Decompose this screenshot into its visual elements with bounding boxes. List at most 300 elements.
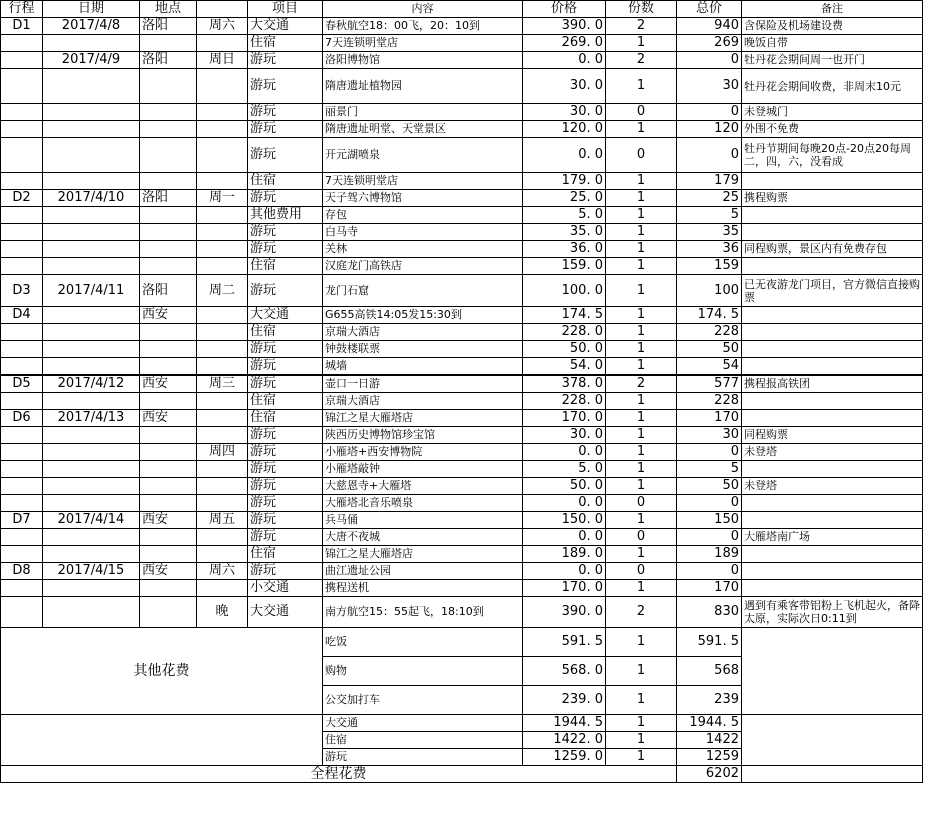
cell-total: 239 (677, 686, 742, 715)
cell-trip: D4 (1, 307, 43, 324)
cell-total: 591. 5 (677, 628, 742, 657)
cell-total: 5 (677, 207, 742, 224)
cell-weekday (197, 410, 248, 427)
cell-qty: 0 (606, 104, 677, 121)
cell-item: 住宿 (248, 173, 323, 190)
cell-place: 洛阳 (140, 52, 197, 69)
cell-content: 大唐不夜城 (323, 529, 523, 546)
cell-place (140, 444, 197, 461)
cell-item: 游玩 (248, 358, 323, 376)
cell-qty: 1 (606, 241, 677, 258)
cell-qty: 1 (606, 358, 677, 376)
cell-qty: 1 (606, 657, 677, 686)
cell-item: 游玩 (248, 104, 323, 121)
cell-total: 0 (677, 495, 742, 512)
itinerary-row (1, 52, 923, 69)
itinerary-row (1, 190, 923, 207)
cell-weekday (197, 138, 248, 173)
grand-total-value: 6202 (677, 766, 742, 783)
cell-total: 1944. 5 (677, 715, 742, 732)
cell-total: 100 (677, 275, 742, 307)
cell-item: 游玩 (248, 478, 323, 495)
itinerary-row (1, 173, 923, 190)
cell-date (43, 241, 140, 258)
cell-weekday (197, 35, 248, 52)
cell-price: 50. 0 (523, 478, 606, 495)
cell-price: 25. 0 (523, 190, 606, 207)
cell-trip: D6 (1, 410, 43, 427)
header-date: 日期 (43, 1, 140, 18)
cell-note (742, 258, 923, 275)
cell-qty: 1 (606, 307, 677, 324)
summary-row (1, 715, 923, 732)
cell-item: 游玩 (248, 121, 323, 138)
cell-total: 228 (677, 393, 742, 410)
cell-total: 30 (677, 69, 742, 104)
cell-qty: 1 (606, 628, 677, 657)
cell-item: 游玩 (248, 461, 323, 478)
cell-weekday (197, 529, 248, 546)
cell-note (742, 546, 923, 563)
cell-note (742, 341, 923, 358)
cell-total: 54 (677, 358, 742, 376)
itinerary-row (1, 307, 923, 324)
header-row (1, 1, 923, 18)
cell-date (43, 461, 140, 478)
table-body (1, 18, 923, 628)
cell-note (742, 512, 923, 529)
cell-content: 购物 (323, 657, 523, 686)
cell-content: 小雁塔敲钟 (323, 461, 523, 478)
cell-item: 游玩 (248, 512, 323, 529)
cell-note: 大雁塔南广场 (742, 529, 923, 546)
cell-weekday (197, 224, 248, 241)
cell-qty: 2 (606, 597, 677, 628)
itinerary-row (1, 104, 923, 121)
itinerary-row (1, 546, 923, 563)
cell-date: 2017/4/9 (43, 52, 140, 69)
itinerary-row (1, 529, 923, 546)
cell-qty: 1 (606, 69, 677, 104)
cell-trip (1, 393, 43, 410)
cell-qty: 1 (606, 224, 677, 241)
cell-trip (1, 69, 43, 104)
cell-note: 携程购票 (742, 190, 923, 207)
cell-place (140, 597, 197, 628)
cell-trip: D2 (1, 190, 43, 207)
cell-qty: 1 (606, 190, 677, 207)
cell-price: 390. 0 (523, 597, 606, 628)
cell-date (43, 495, 140, 512)
cell-place: 西安 (140, 410, 197, 427)
cell-content: 7天连锁明堂店 (323, 173, 523, 190)
cell-weekday (197, 258, 248, 275)
cell-price: 150. 0 (523, 512, 606, 529)
cell-date (43, 478, 140, 495)
cell-item: 游玩 (248, 190, 323, 207)
cell-qty: 1 (606, 580, 677, 597)
cell-total: 1259 (677, 749, 742, 766)
cell-trip (1, 173, 43, 190)
cell-place (140, 393, 197, 410)
cell-note: 含保险及机场建设费 (742, 18, 923, 35)
cell-content: 南方航空15：55起飞，18:10到 (323, 597, 523, 628)
cell-date (43, 104, 140, 121)
cell-date (43, 138, 140, 173)
cell-trip (1, 597, 43, 628)
cell-trip (1, 546, 43, 563)
cell-weekday (197, 478, 248, 495)
cell-note (742, 358, 923, 376)
cell-note: 携程报高铁团 (742, 375, 923, 393)
itinerary-row (1, 258, 923, 275)
itinerary-row (1, 410, 923, 427)
cell-item: 住宿 (248, 410, 323, 427)
cell-item: 游玩 (248, 341, 323, 358)
itinerary-row (1, 444, 923, 461)
cell-total: 189 (677, 546, 742, 563)
cell-total: 1422 (677, 732, 742, 749)
cell-content: 龙门石窟 (323, 275, 523, 307)
cell-place: 西安 (140, 375, 197, 393)
cell-place (140, 341, 197, 358)
cell-total: 30 (677, 427, 742, 444)
cell-place (140, 529, 197, 546)
cell-note (742, 461, 923, 478)
cell-note: 遇到有乘客带铝粉上飞机起火，备降太原，实际次日0:11到 (742, 597, 923, 628)
cell-trip (1, 580, 43, 597)
cell-weekday: 周四 (197, 444, 248, 461)
cell-place (140, 173, 197, 190)
itinerary-row (1, 512, 923, 529)
cell-weekday (197, 461, 248, 478)
cell-place: 洛阳 (140, 18, 197, 35)
cell-place (140, 207, 197, 224)
cell-item: 游玩 (248, 563, 323, 580)
cell-price: 189. 0 (523, 546, 606, 563)
cell-weekday (197, 104, 248, 121)
cell-weekday (197, 495, 248, 512)
cell-date: 2017/4/12 (43, 375, 140, 393)
cell-price: 5. 0 (523, 207, 606, 224)
cell-place: 西安 (140, 512, 197, 529)
summary-blank (1, 715, 323, 766)
cell-note (742, 628, 923, 715)
cell-trip (1, 444, 43, 461)
cell-weekday: 周日 (197, 52, 248, 69)
cell-date (43, 597, 140, 628)
cell-price: 239. 0 (523, 686, 606, 715)
cell-trip: D1 (1, 18, 43, 35)
cell-weekday: 周三 (197, 375, 248, 393)
cell-date (43, 207, 140, 224)
cell-content: 吃饭 (323, 628, 523, 657)
cell-content: 白马寺 (323, 224, 523, 241)
cell-note (742, 393, 923, 410)
itinerary-row (1, 580, 923, 597)
cell-weekday: 晚 (197, 597, 248, 628)
cell-qty: 2 (606, 375, 677, 393)
cell-date (43, 121, 140, 138)
cell-item: 住宿 (248, 324, 323, 341)
cell-item: 小交通 (248, 580, 323, 597)
cell-note: 已无夜游龙门项目，官方微信直接购票 (742, 275, 923, 307)
cell-total: 36 (677, 241, 742, 258)
cell-content: 曲江遗址公园 (323, 563, 523, 580)
cell-weekday (197, 241, 248, 258)
cell-weekday (197, 393, 248, 410)
cell-item: 游玩 (248, 241, 323, 258)
cell-total: 50 (677, 341, 742, 358)
cell-price: 0. 0 (523, 52, 606, 69)
cell-price: 228. 0 (523, 324, 606, 341)
cell-note: 同程购票，景区内有免费存包 (742, 241, 923, 258)
cell-weekday (197, 580, 248, 597)
cell-item: 游玩 (248, 427, 323, 444)
cell-total: 50 (677, 478, 742, 495)
itinerary-row (1, 393, 923, 410)
cell-qty: 0 (606, 495, 677, 512)
cell-trip (1, 52, 43, 69)
cell-item: 游玩 (248, 69, 323, 104)
cell-content: 大慈恩寺+大雁塔 (323, 478, 523, 495)
cell-content: 京瑞大酒店 (323, 324, 523, 341)
cell-weekday (197, 324, 248, 341)
cell-weekday: 周六 (197, 18, 248, 35)
cell-trip (1, 341, 43, 358)
cell-weekday (197, 69, 248, 104)
summary-section (1, 715, 923, 783)
cell-content: 陕西历史博物馆珍宝馆 (323, 427, 523, 444)
cell-total: 0 (677, 104, 742, 121)
cell-date (43, 69, 140, 104)
cell-total: 0 (677, 444, 742, 461)
itinerary-row (1, 35, 923, 52)
cell-date: 2017/4/14 (43, 512, 140, 529)
cell-item: 大交通 (248, 307, 323, 324)
cell-total: 0 (677, 138, 742, 173)
cell-note (742, 563, 923, 580)
cell-date (43, 580, 140, 597)
cell-note (742, 410, 923, 427)
cell-note (742, 224, 923, 241)
cell-qty: 1 (606, 749, 677, 766)
cell-qty: 1 (606, 461, 677, 478)
itinerary-row (1, 275, 923, 307)
cell-weekday (197, 307, 248, 324)
cell-content: 关林 (323, 241, 523, 258)
cell-item: 游玩 (248, 138, 323, 173)
header-price: 价格 (523, 1, 606, 18)
cell-content: 开元湖喷泉 (323, 138, 523, 173)
cell-content: 钟鼓楼联票 (323, 341, 523, 358)
itinerary-row (1, 478, 923, 495)
cell-content: 存包 (323, 207, 523, 224)
cell-place (140, 324, 197, 341)
cell-place (140, 138, 197, 173)
cell-note: 外围不免费 (742, 121, 923, 138)
cell-qty: 1 (606, 258, 677, 275)
cell-trip (1, 461, 43, 478)
header-note: 备注 (742, 1, 923, 18)
cell-trip: D7 (1, 512, 43, 529)
cell-qty: 2 (606, 18, 677, 35)
cell-note: 未登塔 (742, 478, 923, 495)
cell-qty: 1 (606, 444, 677, 461)
cell-total: 174. 5 (677, 307, 742, 324)
cell-item: 游玩 (248, 52, 323, 69)
itinerary-row (1, 563, 923, 580)
cell-content: 隋唐遗址植物园 (323, 69, 523, 104)
cell-note (742, 766, 923, 783)
cell-total: 940 (677, 18, 742, 35)
cell-price: 1944. 5 (523, 715, 606, 732)
cell-place (140, 241, 197, 258)
cell-place (140, 580, 197, 597)
cell-trip (1, 224, 43, 241)
cell-price: 0. 0 (523, 444, 606, 461)
cell-weekday: 周一 (197, 190, 248, 207)
cell-total: 170 (677, 410, 742, 427)
cell-price: 591. 5 (523, 628, 606, 657)
cell-weekday: 周六 (197, 563, 248, 580)
itinerary-row (1, 341, 923, 358)
cell-content: G655高铁14:05发15:30到 (323, 307, 523, 324)
cell-qty: 1 (606, 341, 677, 358)
cell-price: 0. 0 (523, 563, 606, 580)
cell-note (742, 307, 923, 324)
cell-qty: 1 (606, 275, 677, 307)
cell-trip: D8 (1, 563, 43, 580)
cell-price: 1422. 0 (523, 732, 606, 749)
cell-qty: 1 (606, 478, 677, 495)
cell-qty: 0 (606, 138, 677, 173)
cell-weekday: 周二 (197, 275, 248, 307)
cell-place (140, 546, 197, 563)
cell-date: 2017/4/10 (43, 190, 140, 207)
cell-place (140, 495, 197, 512)
cell-qty: 1 (606, 546, 677, 563)
itinerary-row (1, 597, 923, 628)
cell-price: 170. 0 (523, 410, 606, 427)
header-total: 总价 (677, 1, 742, 18)
cell-item: 游玩 (248, 495, 323, 512)
itinerary-row (1, 69, 923, 104)
cell-price: 5. 0 (523, 461, 606, 478)
cell-note (742, 715, 923, 766)
cell-price: 0. 0 (523, 495, 606, 512)
cell-qty: 2 (606, 52, 677, 69)
cell-place (140, 104, 197, 121)
cell-trip (1, 495, 43, 512)
cell-price: 120. 0 (523, 121, 606, 138)
cell-note: 牡丹节期间每晚20点-20点20每周二，四，六，没看成 (742, 138, 923, 173)
header-item: 项目 (248, 1, 323, 18)
cell-price: 170. 0 (523, 580, 606, 597)
cell-trip: D5 (1, 375, 43, 393)
cell-place: 西安 (140, 563, 197, 580)
cell-date: 2017/4/11 (43, 275, 140, 307)
cell-place (140, 224, 197, 241)
cell-trip (1, 138, 43, 173)
itinerary-row (1, 375, 923, 393)
cell-note (742, 207, 923, 224)
cell-total: 179 (677, 173, 742, 190)
cell-item: 游玩 (248, 375, 323, 393)
cell-weekday: 周五 (197, 512, 248, 529)
cell-date: 2017/4/8 (43, 18, 140, 35)
itinerary-row (1, 138, 923, 173)
cell-qty: 1 (606, 207, 677, 224)
cell-total: 269 (677, 35, 742, 52)
cell-item: 游玩 (248, 224, 323, 241)
cell-trip (1, 35, 43, 52)
header-content: 内容 (323, 1, 523, 18)
cell-weekday (197, 173, 248, 190)
cell-trip (1, 478, 43, 495)
cell-total: 120 (677, 121, 742, 138)
cell-date (43, 393, 140, 410)
itinerary-row (1, 224, 923, 241)
cell-place (140, 358, 197, 376)
cell-content: 丽景门 (323, 104, 523, 121)
cell-item: 住宿 (248, 35, 323, 52)
cell-trip (1, 358, 43, 376)
cell-place (140, 427, 197, 444)
cell-price: 50. 0 (523, 341, 606, 358)
cell-content: 公交加打车 (323, 686, 523, 715)
cell-note (742, 324, 923, 341)
itinerary-row (1, 18, 923, 35)
cell-qty: 1 (606, 410, 677, 427)
cell-price: 390. 0 (523, 18, 606, 35)
cell-place (140, 478, 197, 495)
cell-content: 春秋航空18：00飞，20：10到 (323, 18, 523, 35)
cell-qty: 0 (606, 563, 677, 580)
other-section (1, 628, 923, 715)
cell-weekday (197, 121, 248, 138)
itinerary-row (1, 207, 923, 224)
cell-price: 568. 0 (523, 657, 606, 686)
cell-date (43, 35, 140, 52)
grand-total-row (1, 766, 923, 783)
cell-qty: 1 (606, 324, 677, 341)
cell-qty: 1 (606, 512, 677, 529)
cell-weekday (197, 546, 248, 563)
cell-note: 牡丹花会期间周一也开门 (742, 52, 923, 69)
cell-item: 游玩 (248, 275, 323, 307)
cell-note (742, 580, 923, 597)
header-weekday (197, 1, 248, 18)
cell-total: 5 (677, 461, 742, 478)
cell-price: 1259. 0 (523, 749, 606, 766)
cell-content: 大交通 (323, 715, 523, 732)
cell-total: 228 (677, 324, 742, 341)
cell-price: 36. 0 (523, 241, 606, 258)
cell-price: 30. 0 (523, 69, 606, 104)
itinerary-row (1, 324, 923, 341)
cell-price: 0. 0 (523, 138, 606, 173)
cell-qty: 1 (606, 393, 677, 410)
cell-price: 100. 0 (523, 275, 606, 307)
cell-content: 小雁塔+西安博物院 (323, 444, 523, 461)
cell-total: 159 (677, 258, 742, 275)
cell-content: 游玩 (323, 749, 523, 766)
cell-date (43, 324, 140, 341)
cell-price: 35. 0 (523, 224, 606, 241)
grand-total-label: 全程花费 (1, 766, 677, 783)
other-row (1, 628, 923, 657)
